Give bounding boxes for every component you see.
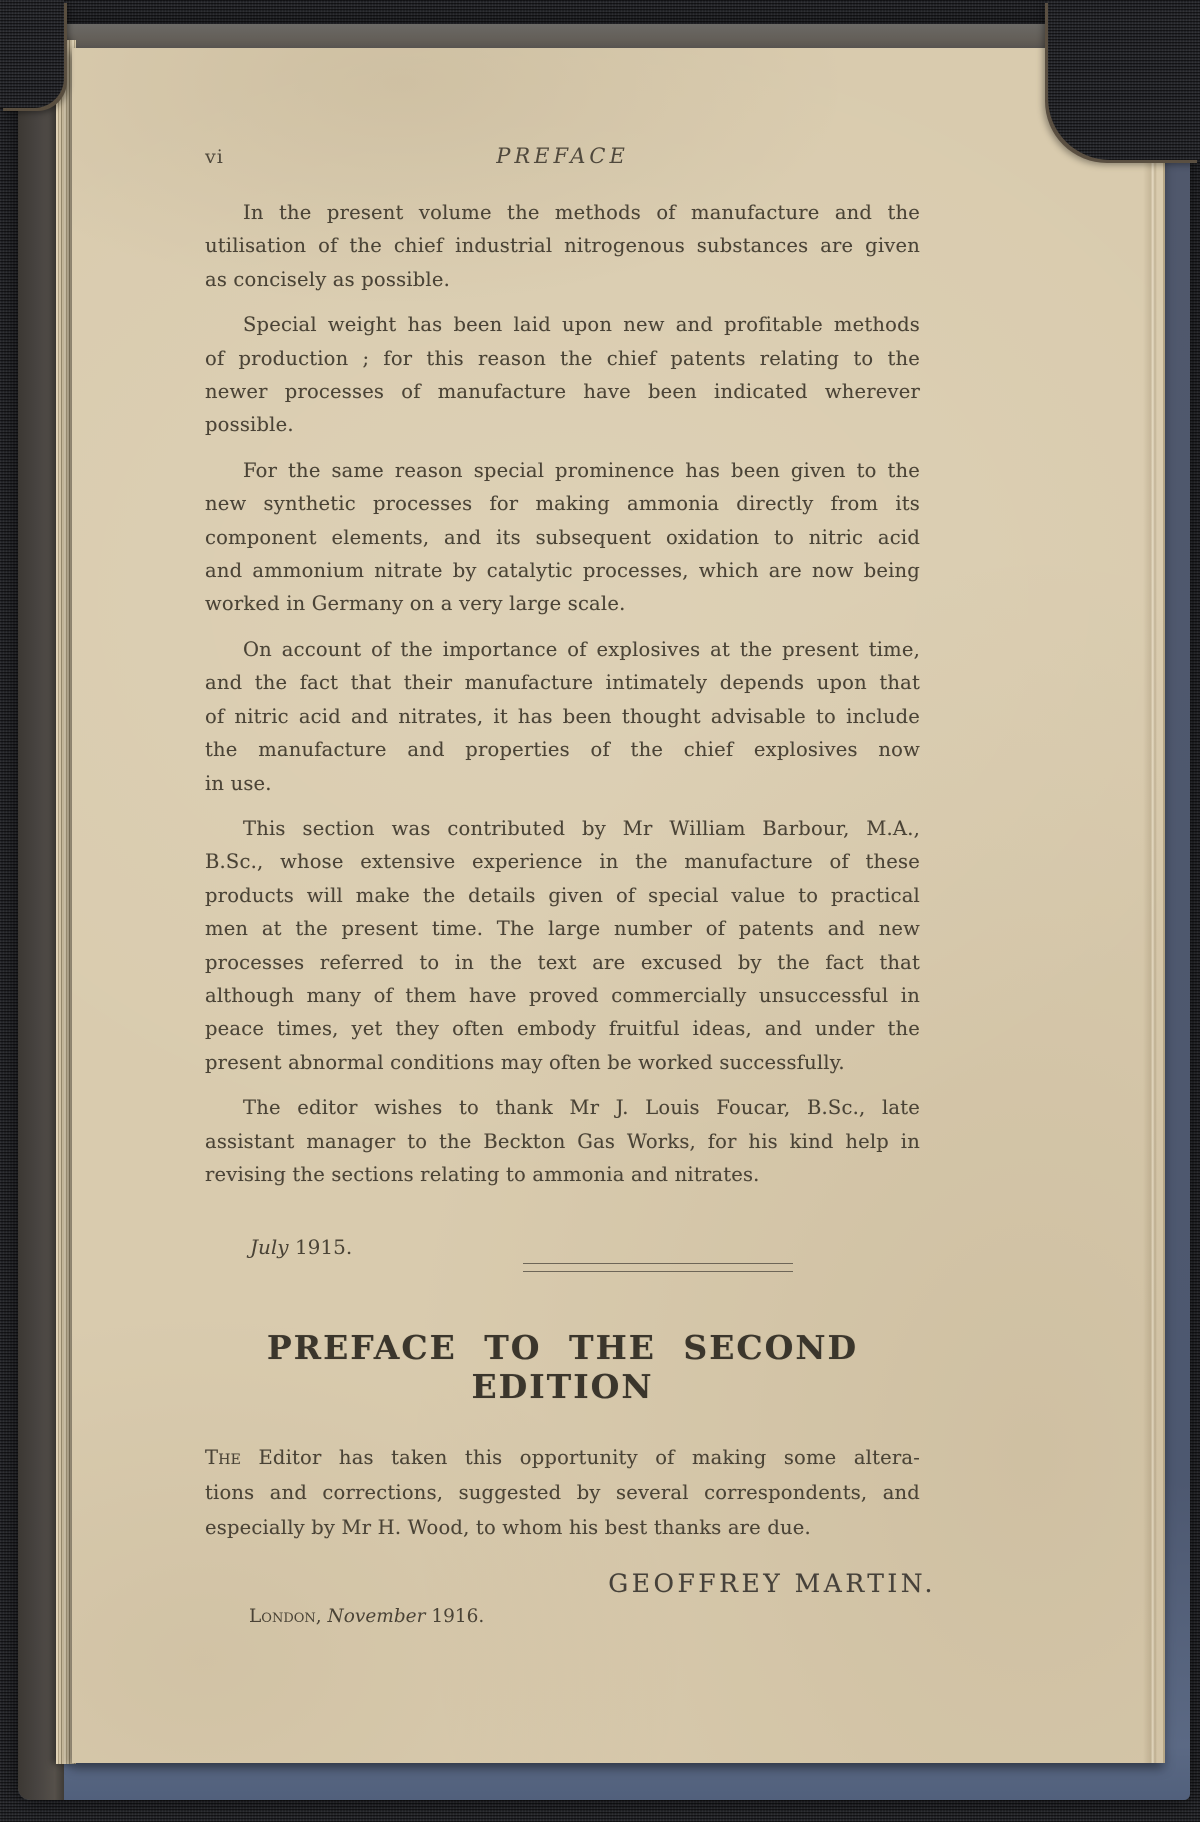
- page-header: [205, 144, 920, 170]
- text-line: although many of them have proved commercially unsuccessful in: [205, 983, 920, 1007]
- place-month: November: [327, 1606, 426, 1628]
- text-line: new synthetic processes for making ammonia directly from its: [205, 492, 920, 516]
- text-line: possible.: [205, 413, 294, 437]
- text-line: processes referred to in the text are excused by the fact that: [205, 950, 920, 974]
- page-number: vi: [205, 146, 224, 168]
- preface-paragraphs: [205, 196, 920, 1191]
- text-line: assistant manager to the Beckton Gas Works, for his kind help in: [205, 1129, 920, 1153]
- paragraph: [205, 633, 920, 800]
- text-line: as concisely as possible.: [205, 267, 450, 291]
- text-line: The Editor has taken this opportunity of making some altera-: [205, 1446, 920, 1470]
- paragraph: [205, 454, 920, 621]
- text-line: Special weight has been laid upon new and profitable methods: [243, 313, 920, 337]
- text-line: the manufacture and properties of the chief explosives now: [205, 738, 920, 762]
- text-line: peace times, yet they often embody fruitful ideas, and under the: [205, 1017, 920, 1041]
- text-line: The editor wishes to thank Mr J. Louis Foucar, B.Sc., late: [243, 1096, 920, 1120]
- paragraph: [205, 812, 920, 1079]
- date-year: 1915.: [294, 1235, 353, 1260]
- text-line: In the present volume the methods of manufacture and the: [243, 201, 920, 224]
- place-name: London,: [249, 1606, 322, 1628]
- text-line: products will make the details given of special value to practical: [205, 883, 920, 907]
- fabric-top-left-corner: [0, 0, 64, 108]
- text-line: For the same reason special prominence has been given to the: [243, 458, 920, 482]
- paragraph: [205, 196, 920, 296]
- fabric-top-right-corner: [1048, 0, 1200, 160]
- paragraph: [205, 308, 920, 442]
- second-preface-paragraph: [205, 1440, 920, 1545]
- book-page: [72, 48, 1165, 1763]
- page-content: [205, 144, 936, 1628]
- text-line: and ammonium nitrate by catalytic processes, which are now being: [205, 559, 920, 583]
- text-line: B.Sc., whose extensive experience in the manufacture of these: [205, 850, 920, 874]
- text-line: On account of the importance of explosives at the present time,: [243, 637, 920, 661]
- text-line: worked in Germany on a very large scale.: [205, 592, 626, 616]
- place-year: 1916.: [431, 1606, 485, 1628]
- text-line: especially by Mr H. Wood, to whom his best thanks are due.: [205, 1516, 811, 1540]
- place-date-line: [205, 1606, 920, 1627]
- text-line: tions and corrections, suggested by several correspondents, and: [205, 1481, 920, 1505]
- page-crease: [1143, 48, 1157, 1763]
- signature: GEOFFREY MARTIN.: [608, 1569, 936, 1599]
- date-line: [205, 1235, 920, 1259]
- paragraph: [205, 1091, 920, 1191]
- text-line: present abnormal conditions may often be worked successfully.: [205, 1050, 845, 1074]
- text-line: component elements, and its subsequent oxidation to nitric acid: [205, 525, 920, 549]
- text-line: and the fact that their manufacture intimately depends upon that: [205, 671, 920, 695]
- text-line: revising the sections relating to ammonia and nitrates.: [205, 1162, 760, 1186]
- small-caps-lead: The: [205, 1446, 242, 1470]
- section-divider: [523, 1263, 793, 1272]
- running-head: PREFACE: [496, 144, 629, 168]
- second-preface-heading: PREFACE TO THE SECOND EDITION: [266, 1328, 859, 1407]
- text-line: utilisation of the chief industrial nitrogenous substances are given: [205, 234, 920, 258]
- text-line: of production ; for this reason the chief patents relating to the: [205, 346, 920, 370]
- text-line: of nitric acid and nitrates, it has been thought advisable to include: [205, 704, 920, 728]
- date-word: July: [250, 1235, 289, 1260]
- text-line: newer processes of manufacture have been indicated wherever: [205, 380, 920, 404]
- text-line: This section was contributed by Mr William Barbour, M.A.,: [243, 816, 920, 840]
- text-line: men at the present time. The large number of patents and new: [205, 917, 920, 941]
- text-line: in use.: [205, 771, 272, 795]
